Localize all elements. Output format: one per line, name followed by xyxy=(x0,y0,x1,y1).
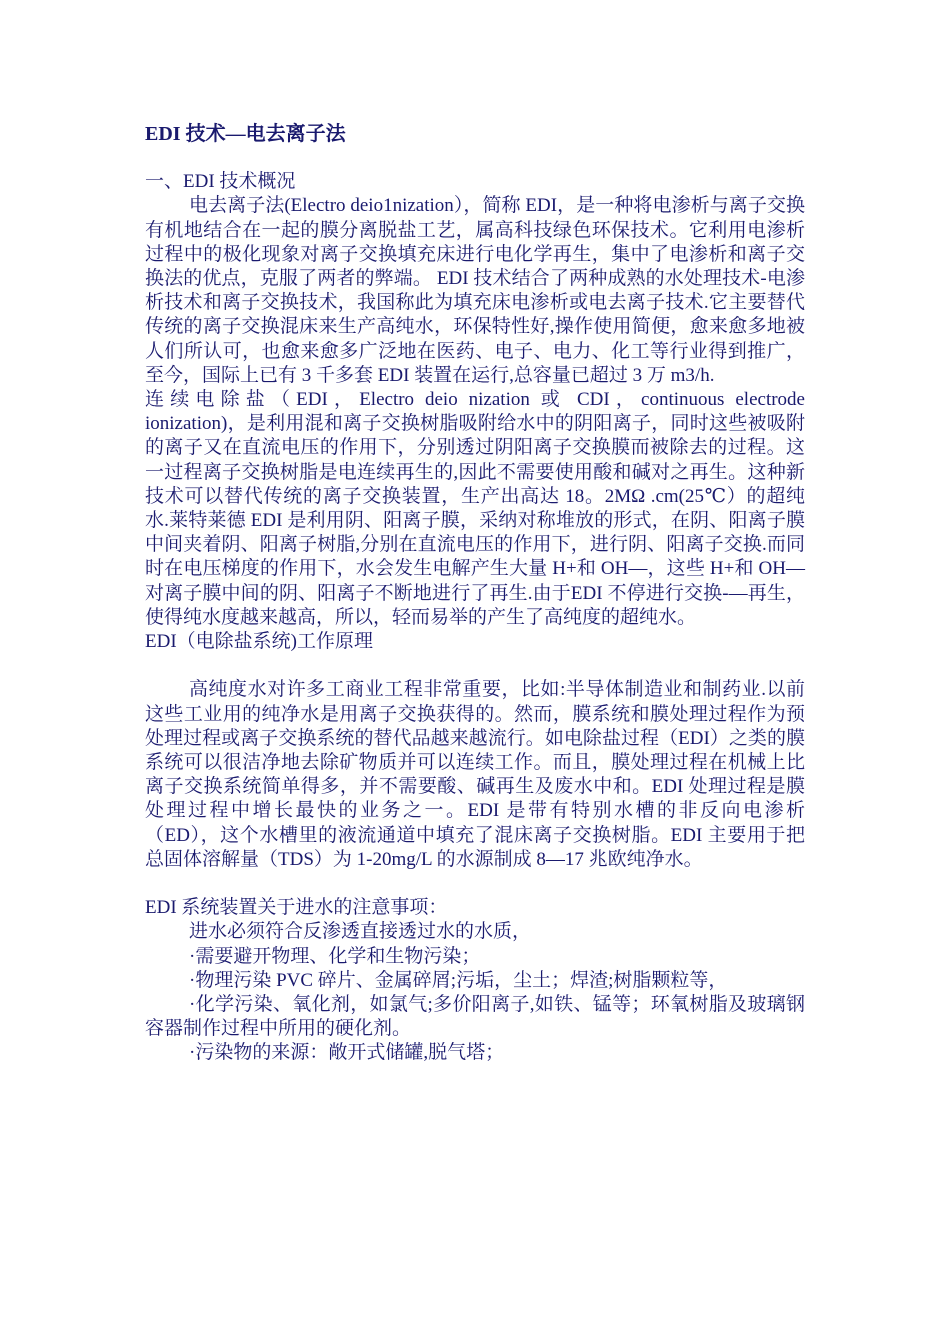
section-heading-feedwater-notes: EDI 系统装置关于进水的注意事项： xyxy=(145,897,448,919)
note-item: ·化学污染、氧化剂，如氯气;多价阳离子,如铁、锰等；环氧树脂及玻璃钢容器制作过程中所用的硬化剂。 xyxy=(145,994,805,1040)
note-item: ·物理污染 PVC 碎片、金属碎屑;污垢，尘土；焊渣;树脂颗粒等， xyxy=(189,969,728,991)
paragraph-high-purity-water: 高纯度水对许多工商业工程非常重要，比如:半导体制造业和制药业.以前这些工业用的纯净水是用离子交换获得的。然而，膜系统和膜处理过程作为预处理过程或离子交换系统的替代品越来越流行。如电除盐过程（EDI）之类的膜系统可以很洁净地去除矿物质并可以连续工作。而且，膜处理过程在机械上比离子交换系统简单得多，并不需要酸、碱再生及废水中和。EDI 处理过程是膜处理过程中增长最快的业务之一。EDI 是带有特别水槽的非反向电渗析（ED），这个水槽里的液流通道中填充了混床离子交换树脂。EDI 主要用于把总固体溶解量（TDS）为 1-20mg/L 的水源制成 8—17 兆欧纯净水。 xyxy=(145,679,805,870)
section-heading-overview: 一、EDI 技术概况 xyxy=(145,171,296,193)
blank-line xyxy=(145,654,805,678)
note-item: ·需要避开物理、化学和生物污染； xyxy=(189,945,481,967)
document-body xyxy=(145,122,805,1066)
paragraph-continuous-electrodeionization: 连续电除盐（EDI，Electro deio nization 或 CDI，continuous electrode ionization)，是利用混和离子交换树脂吸附给水中的阴阳离子，同时这些被吸附的离子又在直流电压的作用下，分别透过阴阳离子交换膜而被除去的过程。这一过程离子交换树脂是电连续再生的,因此不需要使用酸和碱对之再生。这种新技术可以替代传统的离子交换装置，生产出高达 18。2MΩ .cm(25℃）的超纯水.莱特莱德 EDI 是利用阴、阳离子膜，采纳对称堆放的形式，在阴、阳离子膜中间夹着阴、阳离子树脂,分别在直流电压的作用下，进行阴、阳离子交换.而同时在电压梯度的作用下，水会发生电解产生大量 H+和 OH—，这些 H+和 OH—对离子膜中间的阴、阳离子不断地进行了再生.由于EDI 不停进行交换-—再生，使得纯水度越来越高，所以，轻而易举的产生了高纯度的超纯水。 xyxy=(145,389,805,628)
paragraph-edi-intro: 电去离子法(Electro deio1nization），简称 EDI，是一种将电渗析与离子交换有机地结合在一起的膜分离脱盐工艺，属高科技绿色环保技术。它利用电渗析过程中的极化现象对离子交换填充床进行电化学再生，集中了电渗析和离子交换法的优点，克服了两者的弊端。 EDI 技术结合了两种成熟的水处理技术-电渗析技术和离子交换技术，我国称此为填充床电渗析或电去离子技术.它主要替代传统的离子交换混床来生产高纯水，环保特性好,操作使用简便，愈来愈多地被人们所认可，也愈来愈多广泛地在医药、电子、电力、化工等行业得到推广，至今，国际上已有 3 千多套 EDI 装置在运行,总容量已超过 3 万 m3/h. xyxy=(145,195,805,386)
note-item: ·污染物的来源：敞开式储罐,脱气塔； xyxy=(189,1042,505,1064)
document-title: EDI 技术—电去离子法 xyxy=(145,123,346,145)
blank-line xyxy=(145,872,805,896)
section-heading-working-principle: EDI（电除盐系统)工作原理 xyxy=(145,631,373,653)
note-item: 进水必须符合反渗透直接透过水的水质， xyxy=(189,921,532,943)
blank-line xyxy=(145,146,805,170)
